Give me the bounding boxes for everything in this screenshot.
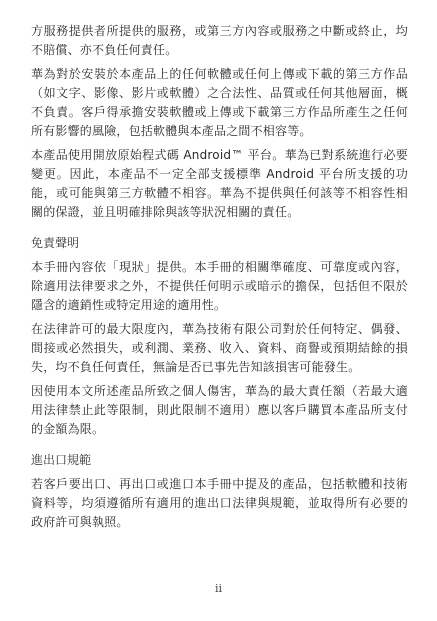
page-number: ii xyxy=(214,582,223,595)
paragraph: 在法律許可的最大限度內，華為技術有限公司對於任何特定、偶發、間接或必然損失，或利潤、業務、收入、資料、商譽或預期結餘的損失，均不負任何責任，無論是否已事先告知該損害可能發生。 xyxy=(31,322,408,374)
paragraph: 方服務提供者所提供的服務，或第三方內容或服務之中斷或終止，均不賠償、亦不負任何責任。 xyxy=(31,24,408,57)
document-page xyxy=(31,22,408,537)
paragraph: 華為對於安裝於本產品上的任何軟體或任何上傳或下載的第三方作品（如文字、影像、影片或軟體）之合法性、品質或任何其他層面，概不負責。客戶得承擔安裝軟體或上傳或下載第三方作品所產生之任何所有影響的風險，包括軟體與本產品之間不相容等。 xyxy=(31,67,408,138)
paragraph: 本產品使用開放原始程式碼 Android™ 平台。華為已對系統進行必要變更。因此，本產品不一定全部支援標準 Android 平台所支援的功能，或可能與第三方軟體不相容。華為不提供與任何該等不相容性相關的保證，並且明確排除與該等狀況相關的責任。 xyxy=(31,148,408,219)
paragraph: 因使用本文所述產品所致之個人傷害，華為的最大責任額（若最大適用法律禁止此等限制，則此限制不適用）應以客戶購買本產品所支付的金額為限。 xyxy=(31,384,408,436)
paragraph: 若客戶要出口、再出口或進口本手冊中提及的產品，包括軟體和技術資料等，均須遵循所有適用的進出口法律與規範，並取得所有必要的政府許可與執照。 xyxy=(31,477,408,529)
section-heading-import-export: 進出口規範 xyxy=(31,453,92,467)
paragraph: 本手冊內容依「現狀」提供。本手冊的相關準確度、可靠度或內容，除適用法律要求之外，不提供任何明示或暗示的擔保，包括但不限於隱含的適銷性或特定用途的適用性。 xyxy=(31,260,408,312)
section-heading-disclaimer: 免責聲明 xyxy=(31,236,80,250)
